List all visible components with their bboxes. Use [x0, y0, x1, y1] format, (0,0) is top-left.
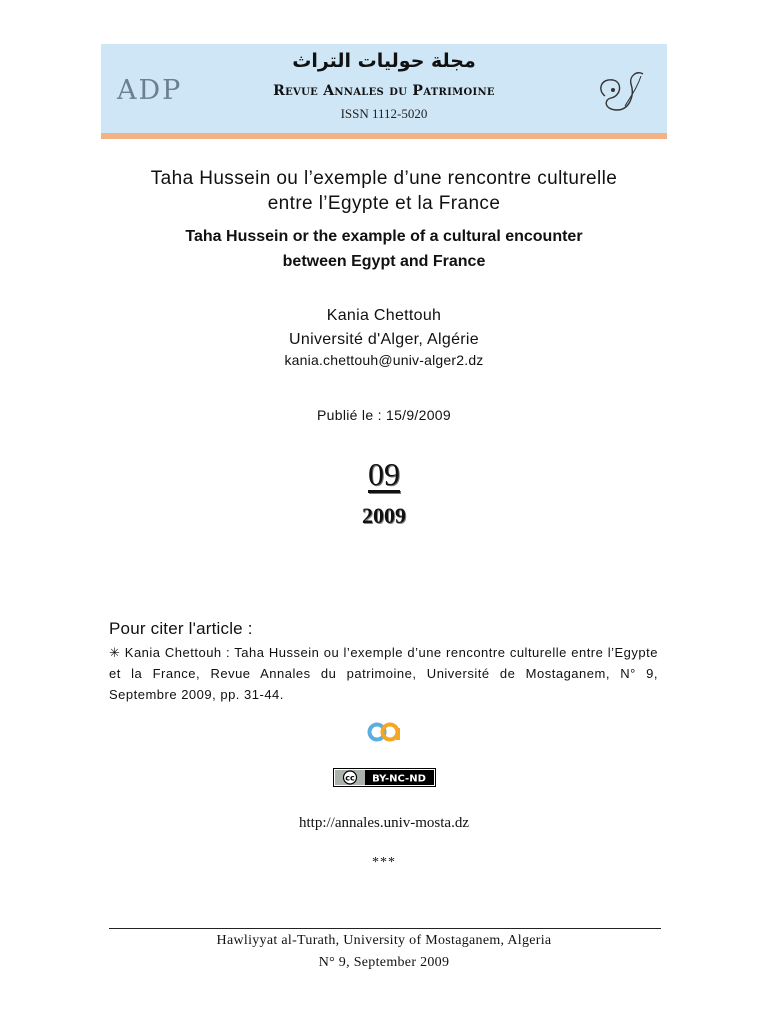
cc-badge-label: cc: [345, 773, 355, 783]
article-title-english: [0, 224, 768, 274]
journal-name: Revue Annales du Patrimoine: [273, 83, 495, 99]
page-footer: [0, 930, 768, 974]
separator-stars: ***: [372, 855, 396, 870]
calligraphy-logo-icon: [591, 66, 649, 118]
footer-divider: [109, 928, 661, 929]
publication-date: Publié le : 15/9/2009: [317, 407, 451, 423]
author-block: [0, 304, 768, 352]
footer-line-1: Hawliyyat al-Turath, University of Mostaganem, Algeria: [216, 933, 552, 948]
citation-text: ✳ Kania Chettouh : Taha Hussein ou l’exemple d’une rencontre culturelle entre l’Egypte et la France, Revue Annales du patrimoine, Université de Mostaganem, N° 9, Septembre 2009, pp. 31-44.: [109, 645, 658, 702]
title-fr-line-1: Taha Hussein ou l’exemple d’une rencontre culturelle: [150, 168, 618, 189]
arabic-journal-title: مجلة حوليات التراث: [292, 50, 476, 72]
issue-year: 2009: [362, 503, 406, 528]
author-email[interactable]: kania.chettouh@univ-alger2.dz: [284, 352, 484, 368]
footer-line-2: N° 9, September 2009: [318, 955, 450, 970]
author-name: Kania Chettouh: [326, 307, 442, 324]
license-label: BY-NC-ND: [372, 773, 426, 785]
title-fr-line-2: entre l’Egypte et la France: [267, 193, 501, 214]
issn-number: ISSN 1112-5020: [340, 106, 428, 121]
cc-license-badge[interactable]: [333, 768, 436, 787]
open-access-icon: [366, 720, 402, 744]
journal-header-banner: [101, 44, 667, 139]
article-title-french: [0, 166, 768, 216]
author-affiliation: Université d'Alger, Algérie: [289, 331, 479, 348]
citation-heading: Pour citer l'article :: [109, 619, 253, 638]
issue-number: 09: [368, 456, 400, 492]
title-en-line-2: between Egypt and France: [282, 253, 486, 270]
journal-url-link[interactable]: http://annales.univ-mosta.dz: [299, 815, 469, 831]
adp-logo: ADP: [117, 75, 183, 106]
title-en-line-1: Taha Hussein or the example of a cultural encounter: [185, 228, 583, 245]
